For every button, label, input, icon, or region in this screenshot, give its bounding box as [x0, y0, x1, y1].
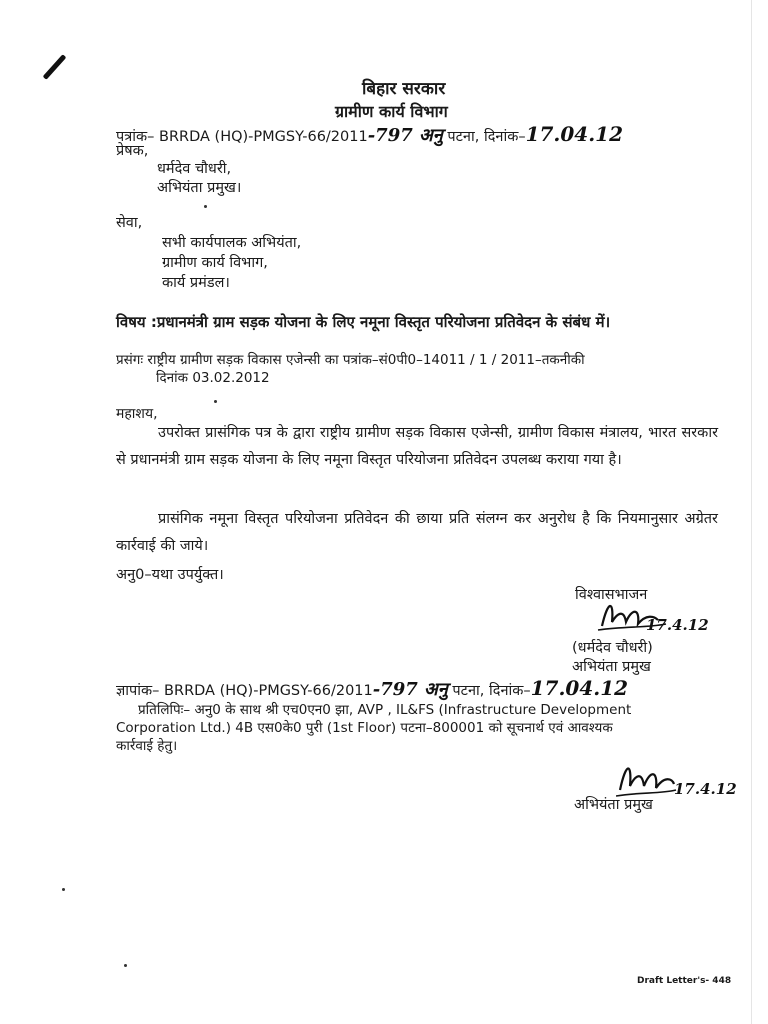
scan-speck: [124, 964, 127, 967]
salutation: महाशय,: [116, 406, 158, 422]
memo-ref-label: ज्ञापांक–: [116, 683, 160, 699]
memo-date-handwritten: 17.04.12: [530, 676, 629, 700]
ref-date-handwritten: 17.04.12: [525, 122, 624, 146]
body-paragraph-1: उपरोक्त प्रासंगिक पत्र के द्वारा राष्ट्रीय ग्रामीण सड़क विकास एजेन्सी, ग्रामीण विकास मंत्रालय, भारत सरकार से प्रधानमंत्री ग्राम सड़क योजना के लिए नमूना विस्तृत परियोजना प्रतिवेदन उपलब्ध कराया गया है।: [116, 425, 718, 468]
copy-line2: Corporation Ltd.) 4B एस0के0 पुरी (1st Floor) पटना–800001 को सूचनार्थ एवं आवश्यक: [116, 720, 613, 736]
handwritten-mark: [43, 54, 67, 80]
ref-label: पत्रांक–: [116, 129, 155, 145]
memo-ref-number: BRRDA (HQ)-PMGSY-66/2011: [164, 683, 373, 699]
signature-1: [596, 596, 726, 636]
signature-2-date: 17.4.12: [674, 780, 737, 798]
body-paragraph-2: प्रासंगिक नमूना विस्तृत परियोजना प्रतिवेदन की छाया प्रति संलग्न कर अनुरोध है कि नियमानुसार अग्रेतर कार्रवाई की जाये।: [116, 511, 718, 554]
copy-line1: प्रतिलिपिः– अनु0 के साथ श्री एच0एन0 झा, AVP , IL&FS (Infrastructure Development: [138, 702, 632, 718]
scan-speck: [204, 205, 207, 208]
subject-line: विषय :प्रधानमंत्री ग्राम सड़क योजना के लिए नमूना विस्तृत परियोजना प्रतिवेदन के संबंध में।: [116, 313, 611, 331]
ref-number: BRRDA (HQ)-PMGSY-66/2011: [159, 129, 368, 145]
enclosure-note: अनु0–यथा उपर्युक्त।: [116, 567, 224, 583]
page-note: Draft Letter's- 448: [637, 976, 732, 986]
copy-line3: कार्रवाई हेतु।: [116, 738, 178, 754]
ref-place-date-label: पटना, दिनांक–: [447, 129, 526, 145]
dept-heading: ग्रामीण कार्य विभाग: [335, 102, 448, 121]
memo-ref-line: [116, 676, 628, 701]
sender-title: अभियंता प्रमुख।: [157, 180, 242, 196]
scan-speck: [62, 888, 65, 891]
memo-place-date-label: पटना, दिनांक–: [452, 683, 531, 699]
reference-line2: दिनांक 03.02.2012: [156, 370, 270, 386]
reference-line1: प्रसंगः राष्ट्रीय ग्रामीण सड़क विकास एजेन्सी का पत्रांक–सं0पी0–14011 / 1 / 2011–तकनीकी: [116, 352, 585, 368]
to-line2: ग्रामीण कार्य विभाग,: [162, 255, 268, 271]
sender-label: प्रेषक,: [116, 143, 149, 159]
closing: विश्वासभाजन: [575, 587, 648, 603]
signatory-title: अभियंता प्रमुख: [572, 659, 651, 675]
ref-handwritten: -797 अनु: [367, 125, 443, 146]
to-line1: सभी कार्यपालक अभियंता,: [162, 235, 302, 251]
signatory-name: (धर्मदेव चौधरी): [572, 640, 653, 656]
memo-ref-handwritten: -797 अनु: [372, 679, 448, 700]
signature-1-date: 17.4.12: [646, 616, 709, 634]
govt-heading: बिहार सरकार: [362, 79, 446, 99]
scan-edge: [751, 0, 752, 1024]
sender-name: धर्मदेव चौधरी,: [157, 161, 232, 177]
letter-ref-line: [116, 122, 623, 147]
to-line3: कार्य प्रमंडल।: [162, 275, 230, 291]
scan-speck: [214, 400, 217, 403]
to-label: सेवा,: [116, 215, 143, 231]
memo-signatory-title: अभियंता प्रमुख: [574, 797, 653, 813]
